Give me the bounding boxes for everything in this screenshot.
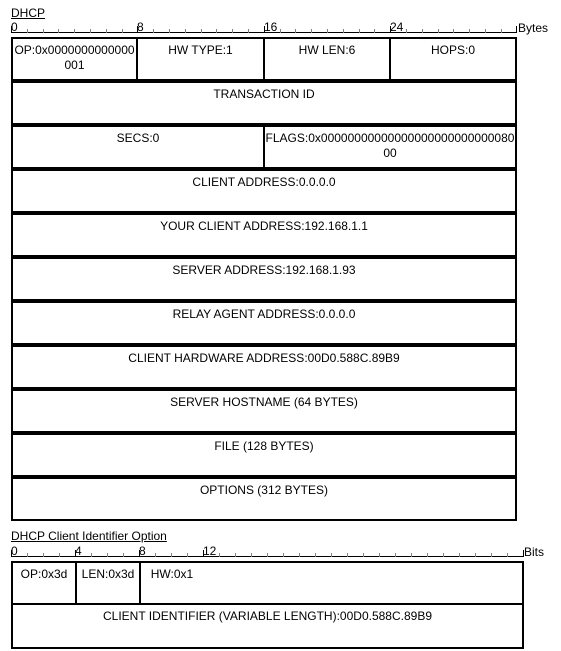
ruler-label-24: 24	[390, 20, 404, 34]
op-field: OP:0x0000000000000001	[11, 37, 138, 81]
ruler-label-16: 16	[264, 20, 278, 34]
flags-field: FLAGS:0x0000000000000000000000000008000	[263, 125, 517, 169]
bit-ruler-label-12: 12	[203, 544, 217, 558]
secs-field: SECS:0	[11, 125, 265, 169]
bits-unit-label: Bits	[524, 545, 545, 559]
client-identifier-bit-ruler	[11, 545, 524, 559]
option-empty-cell	[203, 561, 524, 605]
ruler-label-8: 8	[137, 20, 144, 34]
client-identifier-field: CLIENT IDENTIFIER (VARIABLE LENGTH):00D0.588C.89B9	[11, 603, 524, 649]
bit-ruler-label-4: 4	[75, 544, 82, 558]
bit-ruler-label-0: 0	[11, 544, 18, 558]
file-field: FILE (128 BYTES)	[11, 433, 517, 477]
hw-type-field: HW TYPE:1	[136, 37, 265, 81]
ruler-label-0: 0	[11, 20, 18, 34]
server-address-field: SERVER ADDRESS:192.168.1.93	[11, 257, 517, 301]
relay-agent-address-field: RELAY AGENT ADDRESS:0.0.0.0	[11, 301, 517, 345]
client-hardware-address-field: CLIENT HARDWARE ADDRESS:00D0.588C.89B9	[11, 345, 517, 389]
client-identifier-section-title: DHCP Client Identifier Option	[11, 529, 167, 543]
option-op-field: OP:0x3d	[11, 561, 77, 605]
dhcp-section-title: DHCP	[11, 6, 46, 20]
dhcp-unit-label: Bytes	[518, 21, 549, 35]
your-client-address-field: YOUR CLIENT ADDRESS:192.168.1.1	[11, 213, 517, 257]
dhcp-byte-ruler	[11, 21, 517, 35]
hw-len-field: HW LEN:6	[263, 37, 391, 81]
bit-ruler-label-8: 8	[139, 544, 146, 558]
server-hostname-field: SERVER HOSTNAME (64 BYTES)	[11, 389, 517, 433]
option-hw-field: HW:0x1	[139, 561, 205, 605]
client-address-field: CLIENT ADDRESS:0.0.0.0	[11, 169, 517, 213]
option-len-field: LEN:0x3d	[75, 561, 141, 605]
transaction-id-field: TRANSACTION ID	[11, 81, 517, 125]
options-field: OPTIONS (312 BYTES)	[11, 477, 517, 521]
hops-field: HOPS:0	[389, 37, 517, 81]
